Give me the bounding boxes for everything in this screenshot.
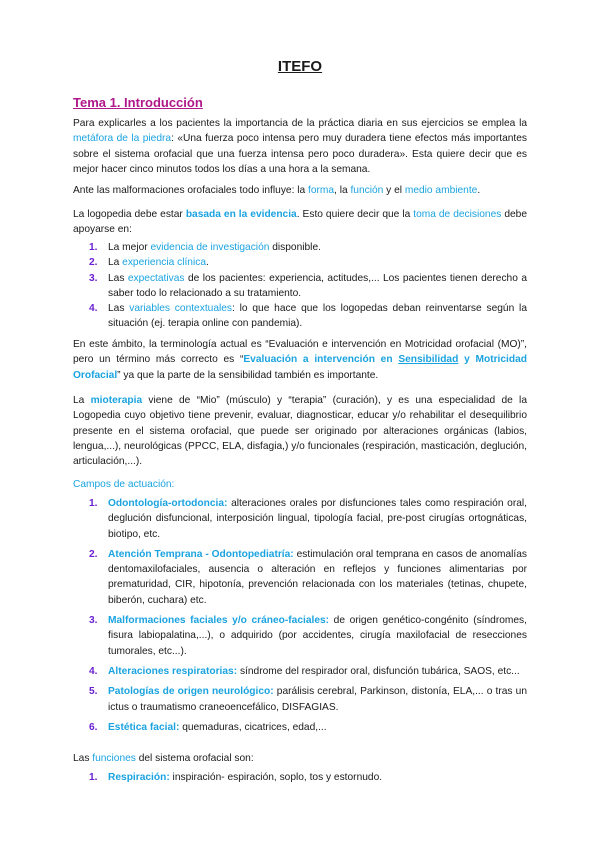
section-heading: Tema 1. Introducción [73, 95, 203, 110]
list-item: 5. Patologías de origen neurológico: parálisis cerebral, Parkinson, distonía, ELA,... o tras un ictus o traumatismo craneoencefálico, DISFAGIAS. [89, 686, 527, 713]
list-item: 2. La experiencia clínica. [89, 257, 209, 269]
paragraph-piedra: Para explicarles a los pacientes la importancia de la práctica diaria en sus ejercicios se emplea la metáfora de la piedra: «Una fuerza poco intensa pero muy duradera tiene efectos más importantes sobre el sistema orofacial que una fuerza intensa pero poco duradera». Esta quiere decir que es mejor hacer cinco minutos todos los días a una hora a la semana. [73, 118, 527, 175]
paragraph-malformaciones: Ante las malformaciones orofaciales todo influye: la forma, la función y el medio ambiente. [73, 185, 481, 196]
paragraph-evidencia: La logopedia debe estar basada en la evidencia. Esto quiere decir que la toma de decisiones debe apoyarse en: [73, 209, 528, 236]
list-item: 3. Las expectativas de los pacientes: experiencia, actitudes,... Los pacientes tienen derecho a saber todo lo relacionado a su tratamiento. [89, 272, 527, 299]
list-item: 4. Alteraciones respiratorias: síndrome del respirador oral, disfunción tubárica, SAOS, etc... [89, 665, 520, 677]
list-item: 2. Atención Temprana - Odontopediatría: estimulación oral temprana en casos de anomalías dentomaxilofaciales, ausencia o alteración en reflejos y funciones alimentarias por prematuridad, CIR, hipotonía, prevención relacionada con los materiales (tetinas, chupete, biberón, cuchara) etc. [89, 548, 527, 606]
document-title: ITEFO [277, 58, 323, 75]
campos-label: Campos de actuación: [73, 479, 175, 490]
paragraph-mioterapia: La mioterapia viene de “Mio” (músculo) y “terapia” (curación), y es una especialidad de la Logopedia cuyo objetivo tiene prevenir, evaluar, diagnosticar, educar y/o rehabilitar el desequilibrio presente en el sistema orofacial, que puede ser originado por alteraciones orgánicas (labios, lengua,...), neurológicas (PPCC, ELA, disfagia,) y/o funcionales (respiración, masticación, deglución, articulación,...). [73, 395, 527, 468]
list-item: 4. Las variables contextuales: lo que hace que los logopedas deban reinventarse según la situación (ej. terapia online con pandemia). [89, 303, 527, 330]
funciones-list [89, 770, 527, 785]
evidence-list [89, 240, 527, 332]
list-item: 1. Respiración: inspiración- espiración, soplo, tos y estornudo. [89, 772, 383, 783]
highlight-metafora: metáfora de la piedra [73, 133, 172, 145]
list-item: 1. La mejor evidencia de investigación disponible. [89, 242, 321, 253]
campos-list [89, 496, 527, 735]
list-item: 3. Malformaciones faciales y/o cráneo-faciales: de origen genético-congénito (síndromes, fisura labiopalatina,...), o adquirido (por accidentes, cirugía maxilofacial de resecciones tumorales, etc...). [89, 615, 527, 657]
list-item: 6. Estética facial: quemaduras, cicatrices, edad,... [89, 721, 327, 733]
list-item: 1. Odontología-ortodoncia: alteraciones orales por disfunciones tales como respiración oral, deglución disfuncional, interposición lingual, tipología facial, pre-post cirugías ortognáticas, biotipo, etc. [89, 498, 527, 540]
paragraph-terminologia: En este ámbito, la terminología actual es “Evaluación e intervención en Motricidad orofacial (MO)”, pero un término más correcto es “Evaluación a intervención en Sensibilidad y Motricidad Orofacial” ya que la parte de la sensibilidad también es importante. [73, 339, 527, 381]
paragraph-funciones: Las funciones del sistema orofacial son: [73, 753, 254, 764]
